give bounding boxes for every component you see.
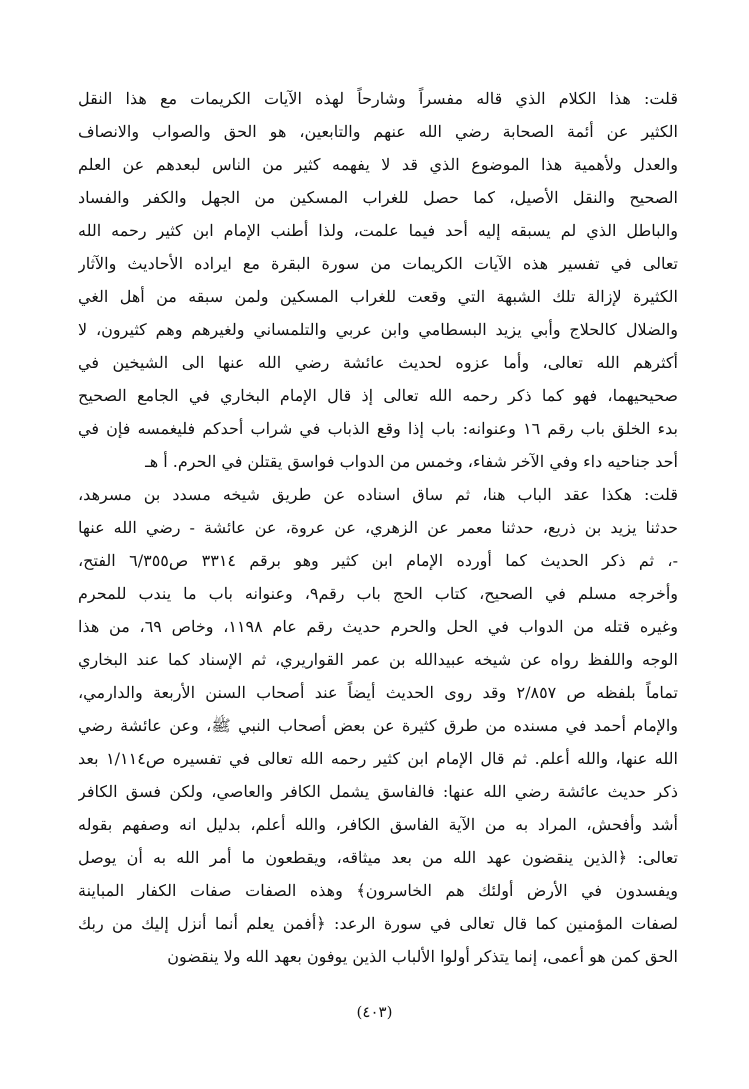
- text-line: صحيحيهما، فهو كما ذكر رحمه الله تعالى إذ قال الإمام البخاري في الجامع الصحيح: [78, 386, 678, 405]
- text-line: وأخرجه مسلم في الصحيح، كتاب الحج باب رقم٩، وعنوانه باب ما يندب للمحرم: [78, 584, 678, 603]
- text-line: تماماً بلفظه ص ٢/٨٥٧ وقد روى الحديث أيضاً عند أصحاب السنن الأربعة والدارمي،: [78, 683, 678, 702]
- text-line: وغيره قتله من الدواب في الحل والحرم حديث رقم عام ١١٩٨، وخاص ٦٩، من هذا: [78, 617, 678, 636]
- text-line: الله عنها، والله أعلم. ثم قال الإمام ابن كثير رحمه الله تعالى في تفسيره ص١/١١٤ بعد: [78, 749, 678, 768]
- page-number: (٤٠٣): [356, 1003, 393, 1021]
- text-line: ويفسدون في الأرض أولئك هم الخاسرون﴾ وهذه الصفات صفات الكفار المباينة: [78, 881, 678, 900]
- text-line: الحق كمن هو أعمى، إنما يتذكر أولوا الألباب الذين يوفون بعهد الله ولا ينقضون: [167, 947, 678, 966]
- text-line: لصفات المؤمنين كما قال تعالى في سورة الرعد: ﴿أفمن يعلم أنما أنزل إليك من ربك: [78, 914, 678, 933]
- text-line: والضلال كالحلاج وأبي يزيد البسطامي وابن عربي والتلمساني ولغيرهم وهم كثيرون، لا: [78, 320, 678, 339]
- text-line: -، ثم ذكر الحديث كما أورده الإمام ابن كثير وهو برقم ٣٣١٤ ص٦/٣٥٥ الفتح،: [78, 551, 678, 570]
- text-line: الوجه واللفظ رواه عن شيخه عبيدالله بن عمر القواريري، ثم الإسناد كما عند البخاري: [78, 650, 678, 669]
- text-line: قلت: هذا الكلام الذي قاله مفسراً وشارحاً لهذه الآيات الكريمات مع هذا النقل: [78, 89, 678, 108]
- text-line: الكثير عن أئمة الصحابة رضي الله عنهم والتابعين، هو الحق والصواب والانصاف: [78, 122, 678, 141]
- text-line: والإمام أحمد في مسنده من طرق كثيرة عن بعض أصحاب النبي ﷺ، وعن عائشة رضي: [78, 716, 678, 735]
- text-line: الصحيح والنقل الأصيل، كما حصل للغراب المسكين من الجهل والكفر والفساد: [78, 188, 678, 207]
- body-text: [78, 82, 678, 973]
- text-line: حدثنا يزيد بن ذريع، حدثنا معمر عن الزهري، عن عروة، عن عائشة - رضي الله عنها: [78, 518, 678, 537]
- text-line: تعالى: ﴿الذين ينقضون عهد الله من بعد ميثاقه، ويقطعون ما أمر الله به أن يوصل: [78, 848, 678, 867]
- text-line: قلت: هكذا عقد الباب هنا، ثم ساق اسناده عن طريق شيخه مسدد بن مسرهد،: [78, 485, 678, 504]
- text-line: تعالى في تفسير هذه الآيات الكريمات من سورة البقرة مع ايراده الأحاديث والآثار: [78, 254, 678, 273]
- text-line: والباطل الذي لم يسبقه إليه أحد فيما علمت، ولذا أطنب الإمام ابن كثير رحمه الله: [78, 221, 678, 240]
- text-line: أحد جناحيه داء وفي الآخر شفاء، وخمس من الدواب فواسق يقتلن في الحرم. أ هـ: [145, 452, 678, 471]
- text-line: أشد وأفحش، المراد به من الآية الفاسق الكافر، والله أعلم، بدليل انه وصفهم بقوله: [78, 815, 678, 834]
- text-line: ذكر حديث عائشة رضي الله عنها: فالفاسق يشمل الكافر والعاصي، ولكن فسق الكافر: [78, 782, 678, 801]
- text-line: بدء الخلق باب رقم ١٦ وعنوانه: باب إذا وقع الذباب في شراب أحدكم فليغمسه فإن في: [78, 419, 678, 438]
- text-line: الكثيرة لإزالة تلك الشبهة التي وقعت للغراب المسكين ولمن سبقه من أهل الغي: [78, 287, 678, 306]
- text-line: والعدل ولأهمية هذا الموضوع الذي قد لا يفهمه كثير من الناس لبعدهم عن العلم: [78, 155, 678, 174]
- text-line: أكثرهم الله تعالى، وأما عزوه لحديث عائشة رضي الله عنها الى الشيخين في: [78, 353, 678, 372]
